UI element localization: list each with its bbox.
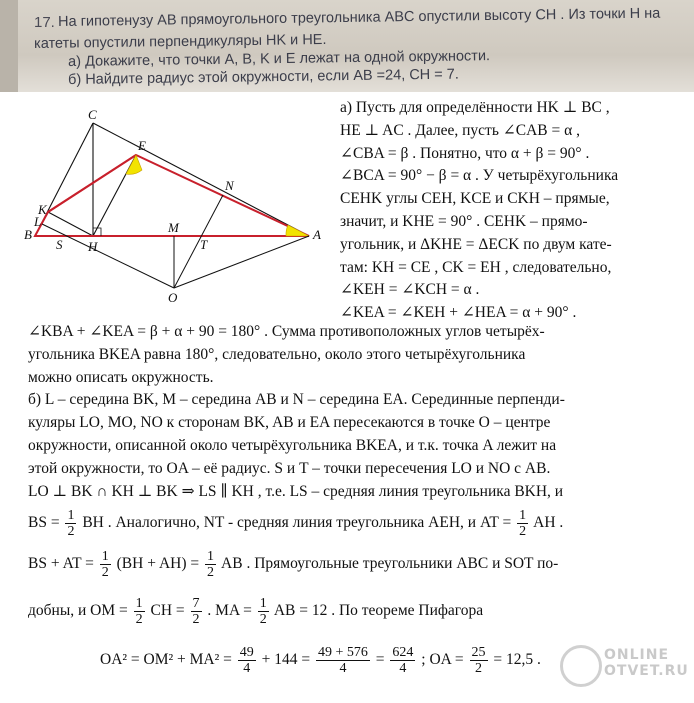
task-photo (0, 0, 694, 92)
task-line-1: На гипотенузу AB прямоугольного треугольника ABC опустили высоту CH . Из точки H на (58, 5, 661, 30)
perp-hk (48, 212, 93, 236)
numerator: 1 (519, 508, 527, 523)
photo-margin (0, 0, 18, 92)
label-e: E (138, 138, 146, 153)
solution-line: этой окружности, то OA – её радиус. S и T – точки пересечения LO и NO с AB. (28, 459, 551, 477)
solution-a-line: угольник, и ΔKHE = ΔECK по двум кате- (340, 235, 612, 253)
numerator: 1 (259, 596, 267, 611)
numerator: 1 (207, 549, 214, 564)
formula-text: AB . Прямоугольные треугольники ABC и SOT по- (221, 555, 559, 573)
task-line-3: а) Докажите, что точки A, B, K и E лежат на одной окружности. (68, 48, 491, 70)
denominator: 4 (339, 661, 347, 676)
fraction-sum (316, 645, 370, 676)
denominator: 2 (135, 612, 143, 627)
formula-text: BH . Аналогично, NT - средняя линия треугольника AEH, и AT = (82, 514, 512, 532)
task-line-2: катеты опустили перпендикуляры HK и HE. (34, 31, 327, 52)
numerator: 49 (239, 645, 254, 660)
fraction-seven-half (191, 596, 202, 627)
solution-a-line: CEHK углы CEH, KCE и CKH – прямые, (340, 190, 610, 208)
formula-text: (BH + AH) = (116, 555, 200, 573)
label-l: L (34, 214, 42, 229)
formula-oa (100, 645, 541, 676)
numerator: 49 + 576 (318, 645, 368, 660)
solution-line: б) L – середина BK, M – середина AB и N – середина EA. Серединные перпенди- (28, 391, 565, 409)
formula-text: CH = (150, 602, 185, 620)
fraction-half (100, 549, 111, 580)
denominator: 2 (519, 524, 527, 539)
numerator: 25 (471, 645, 486, 660)
fraction-half (517, 508, 528, 539)
solution-line: LO ⊥ BK ∩ KH ⊥ BK ⇒ LS ∥ KH , т.е. LS – средняя линия треугольника BKH, и (28, 482, 564, 500)
formula-text: . MA = (207, 602, 252, 620)
formula-text: AH . (533, 514, 564, 532)
denominator: 4 (243, 661, 251, 676)
label-a: A (313, 227, 321, 242)
segment-ke (48, 155, 136, 212)
task-number: 17. (34, 14, 55, 31)
formula-text: BS = (28, 514, 60, 532)
formula-text: AB = 12 . По теореме Пифагора (273, 602, 484, 620)
denominator: 2 (101, 565, 109, 580)
label-b: B (24, 227, 32, 242)
solution-line: окружности, описанной около четырёхугольника BKEA, и т.к. точка A лежит на (28, 436, 557, 454)
formula-text: + 144 = (261, 651, 311, 669)
solution-line: можно описать окружность. (28, 368, 214, 386)
label-o: O (168, 290, 178, 305)
denominator: 2 (67, 524, 75, 539)
solution-a-line: ∠KEA = ∠KEH + ∠HEA = α + 90° . (340, 304, 577, 322)
watermark-text (604, 647, 689, 679)
denominator: 2 (207, 565, 214, 580)
numerator: 7 (192, 596, 200, 611)
task-line-4: б) Найдите радиус этой окружности, если AB =24, CH = 7. (68, 66, 459, 88)
solution-full (28, 321, 565, 503)
label-c: C (88, 108, 97, 122)
numerator: 1 (101, 549, 109, 564)
angle-cab-mark (286, 225, 309, 236)
watermark-circle-icon (560, 645, 602, 687)
denominator: 2 (475, 661, 482, 676)
radius-oa (174, 236, 309, 288)
solution-a-line: ∠KEH = ∠KCH = α . (340, 281, 480, 299)
fraction-half (205, 549, 216, 580)
geometry-diagram (18, 108, 336, 308)
label-s: S (56, 237, 63, 252)
solution-a-line: HE ⊥ AC . Далее, пусть ∠CAB = α , (340, 121, 580, 139)
fraction-half (258, 596, 269, 627)
solution-a-line: там: KH = CE , CK = EH , следовательно, (340, 258, 612, 276)
fraction-half (134, 596, 145, 627)
label-h: H (88, 239, 98, 254)
denominator: 4 (399, 661, 407, 676)
fraction-49-4 (238, 645, 256, 676)
watermark-line: ONLINE (604, 647, 670, 663)
side-ca (93, 123, 309, 236)
formula-text: = (375, 651, 385, 669)
formula-text: = 12,5 . (493, 651, 541, 669)
numerator: 1 (135, 596, 143, 611)
formula-text: OA² = OM² + MA² = (100, 651, 232, 669)
label-n: N (225, 178, 234, 193)
formula-text: добны, и OM = (28, 602, 128, 620)
numerator: 1 (67, 508, 75, 523)
label-k: K (38, 202, 47, 217)
solution-part-a (340, 97, 680, 325)
formula-text: BS + AT = (28, 555, 94, 573)
formula-bs (28, 508, 563, 539)
formula-om (28, 596, 483, 627)
bisector-no (174, 195, 223, 288)
numerator: 624 (392, 645, 414, 660)
fraction-half (65, 508, 76, 539)
label-t: T (200, 237, 208, 252)
watermark-line: OTVET.RU (604, 663, 689, 679)
formula-text: ; OA = (421, 651, 464, 669)
solution-a-line: а) Пусть для определённости HK ⊥ BC , (340, 99, 610, 116)
denominator: 2 (192, 612, 200, 627)
watermark-logo (560, 641, 689, 691)
formula-bs-at (28, 549, 558, 580)
fraction-624-4 (390, 645, 415, 676)
solution-line: куляры LO, MO, NO к сторонам BK, AB и EA пересекаются в точке O – центре (28, 414, 551, 432)
bisector-lo (42, 224, 174, 288)
solution-a-line: значит, и KHE = 90° . CEHK – прямо- (340, 212, 588, 230)
solution-line: ∠KBA + ∠KEA = β + α + 90 = 180° . Сумма противоположных углов четырёх- (28, 323, 545, 340)
denominator: 2 (259, 612, 267, 627)
fraction-25-2 (470, 645, 488, 676)
label-m: M (168, 220, 179, 235)
solution-a-line: ∠CBA = β . Понятно, что α + β = 90° . (340, 144, 590, 162)
solution-a-line: ∠BCA = 90° − β = α . У четырёхугольника (340, 167, 619, 185)
solution-line: угольника BKEA равна 180°, следовательно, около этого четырёхугольника (28, 345, 526, 363)
